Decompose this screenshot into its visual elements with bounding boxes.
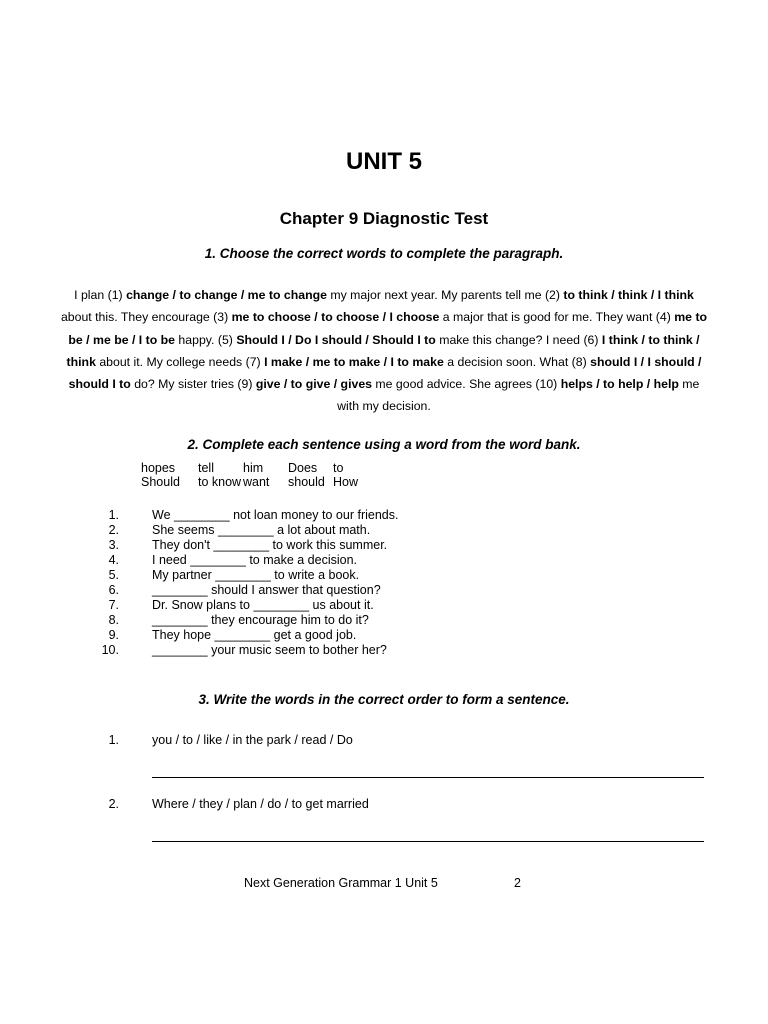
word-bank-word: hopes <box>141 461 176 475</box>
question-number: 2. <box>108 523 119 537</box>
footer-text: Next Generation Grammar 1 Unit 5 <box>244 876 438 890</box>
answer-choices: to think / think / I think <box>563 288 694 302</box>
item-number: 2. <box>108 797 119 811</box>
question-text: ________ should I answer that question? <box>152 583 381 597</box>
question-number: 7. <box>108 598 119 612</box>
word-bank-word: to <box>333 461 344 475</box>
question-text: They don't ________ to work this summer. <box>152 538 388 552</box>
question-number: 8. <box>108 613 119 627</box>
word-bank-word: tell <box>198 461 214 475</box>
question-text: We ________ not loan money to our friends. <box>152 508 399 522</box>
section-3-heading: 3. Write the words in the correct order to form a sentence. <box>198 692 570 707</box>
paragraph-text: a decision soon. What (8) <box>443 354 591 369</box>
choice-paragraph <box>60 284 708 418</box>
question-text: They hope ________ get a good job. <box>152 628 357 642</box>
question-number: 1. <box>108 508 119 522</box>
question-text: She seems ________ a lot about math. <box>152 523 371 537</box>
question-number: 10. <box>101 643 119 657</box>
question-text: My partner ________ to write a book. <box>152 568 360 582</box>
answer-choices: change / to change / me to change <box>126 288 327 302</box>
chapter-title: Chapter 9 Diagnostic Test <box>279 209 489 228</box>
paragraph-text: make this change? I need (6) <box>435 332 602 347</box>
paragraph-text: I plan (1) <box>74 288 127 302</box>
paragraph-text: me good advice. She agrees (10) <box>372 377 561 392</box>
answer-line <box>152 841 704 842</box>
answer-choices: I make / me to make / I to make <box>264 354 444 369</box>
item-number: 1. <box>108 733 119 747</box>
word-bank-word: want <box>243 475 270 489</box>
paragraph-text: do? My sister tries (9) <box>130 377 256 392</box>
section-2-heading: 2. Complete each sentence using a word from the word bank. <box>187 437 581 452</box>
answer-line <box>152 777 704 778</box>
paragraph-text: my major next year. My parents tell me (2) <box>326 288 564 302</box>
word-bank-word: should <box>288 475 325 489</box>
question-number: 3. <box>108 538 119 552</box>
question-number: 6. <box>108 583 119 597</box>
answer-choices: helps / to help / help <box>560 377 679 392</box>
scrambled-words: Where / they / plan / do / to get married <box>152 797 369 811</box>
page-number: 2 <box>514 876 521 890</box>
question-number: 9. <box>108 628 119 642</box>
answer-choices: should I / I should / should I to <box>68 354 702 392</box>
paragraph-text: a major that is good for me. They want (4) <box>439 310 675 325</box>
scrambled-words: you / to / like / in the park / read / Do <box>152 733 353 747</box>
answer-choices: I think / to think / think <box>66 332 700 369</box>
answer-choices: give / to give / gives <box>255 377 373 392</box>
paragraph-text: about it. My college needs (7) <box>95 354 265 369</box>
question-text: I need ________ to make a decision. <box>152 553 358 567</box>
word-bank-word: him <box>243 461 264 475</box>
paragraph-text: me with my decision. <box>337 377 700 414</box>
section-1-heading: 1. Choose the correct words to complete the paragraph. <box>204 246 564 261</box>
answer-choices: Should I / Do I should / Should I to <box>236 332 436 347</box>
paragraph-text: about this. They encourage (3) <box>60 310 232 325</box>
paragraph-text: happy. (5) <box>175 332 237 347</box>
answer-choices: me to choose / to choose / I choose <box>231 310 440 325</box>
question-number: 4. <box>108 553 119 567</box>
question-text: ________ your music seem to bother her? <box>152 643 387 657</box>
unit-title: UNIT 5 <box>345 148 422 175</box>
question-number: 5. <box>108 568 119 582</box>
question-text: Dr. Snow plans to ________ us about it. <box>152 598 374 612</box>
question-text: ________ they encourage him to do it? <box>152 613 369 627</box>
word-bank-word: Does <box>288 461 318 475</box>
word-bank-word: How <box>333 475 359 489</box>
word-bank-word: Should <box>141 475 180 489</box>
answer-choices: me to be / me be / I to be <box>68 310 708 347</box>
word-bank-word: to know <box>198 475 242 489</box>
